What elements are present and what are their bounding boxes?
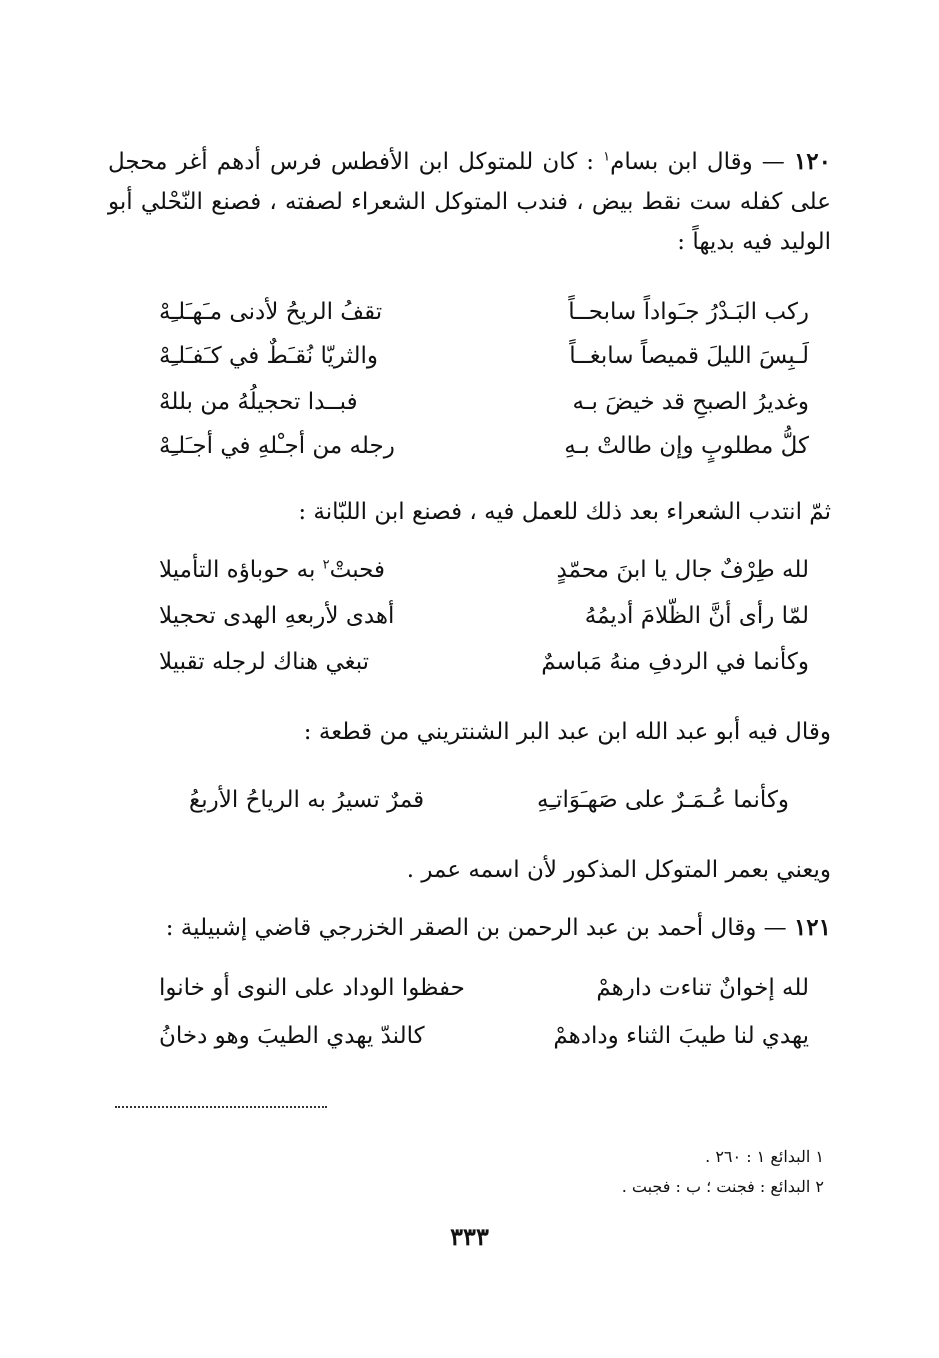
verse-line	[159, 966, 809, 1010]
verse-first-hemistich: لله إخوانٌ تناءت دارهمْ	[596, 975, 809, 1001]
verse-line	[159, 548, 809, 592]
paragraph-then: ثمّ انتدب الشعراء بعد ذلك للعمل فيه ، فصنع ابن اللبّانة :	[298, 499, 831, 525]
paragraph-means: ويعني بعمر المتوكل المذكور لأن اسمه عمر .	[406, 857, 831, 883]
verse-second-hemistich: حفظوا الوداد على النوى أو خانوا	[159, 975, 465, 1001]
paragraph-text: — وقال أحمد بن عبد الرحمن بن الصقر الخزرجي قاضي إشبيلية :	[165, 915, 794, 941]
verse-first-hemistich: ركب البَـدْرُ جـَواداً سابحــاً	[568, 299, 809, 325]
verse-second-hemistich: أهدى لأربعهِ الهدى تحجيلا	[159, 603, 395, 629]
verse-rest: به حوباؤه التأميلا	[159, 557, 323, 583]
verse-first-hemistich: وغديرُ الصبحِ قد خيضَ بـه	[572, 389, 809, 415]
footnote-1: ١ البدائع ١ : ٢٦٠ .	[705, 1147, 824, 1166]
verse-line	[159, 640, 809, 684]
verse-line	[159, 334, 809, 378]
paragraph-text: : كان للمتوكل ابن الأفطس فرس أدهم أغر محجل على كفله ست نقط بيض ، فندب المتوكل الشعراء لصفته ، فصنع النّحْلي أبو الوليد فيه بديهاً :	[108, 149, 831, 255]
verse-second-hemistich: فبــدا تحجيلُهُ من بللهْ	[159, 389, 358, 415]
verse-second-hemistich: كالندّ يهدي الطيبَ وهو دخانُ	[159, 1023, 425, 1049]
paragraph-121	[108, 908, 831, 948]
verse-line	[189, 778, 789, 822]
entry-number: ١٢١	[793, 914, 831, 941]
verse-line	[159, 424, 809, 468]
footnote-divider	[115, 1106, 327, 1108]
verse-first-hemistich: وكأنما في الردفِ منهُ مَباسمٌ	[541, 649, 809, 675]
verse-second-hemistich: تبغي هناك لرجله تقبيلا	[159, 649, 370, 675]
verse-first-hemistich: لَـبِسَ الليلَ قميصاً سابغــاً	[569, 343, 809, 369]
verse-line	[159, 290, 809, 334]
verse-first-hemistich: وكأنما عُـمَـرٌ على صَهـَوَاتـِهِ	[536, 787, 789, 813]
page-number: ٣٣٣	[450, 1222, 489, 1251]
paragraph-said: وقال فيه أبو عبد الله ابن عبد البر الشنتريني من قطعة :	[303, 719, 831, 745]
verse-line	[159, 594, 809, 638]
verse-line	[159, 1014, 809, 1058]
verse-word: فحبتْ	[329, 557, 386, 583]
paragraph-intro: — وقال ابن بسام	[610, 149, 794, 175]
verse-second-hemistich: رجله من أجـْلهِ في أجـَلـِهْ	[159, 433, 395, 459]
verse-first-hemistich: يهدي لنا طيبَ الثناء ودادهمْ	[553, 1023, 809, 1049]
verse-first-hemistich: لله طِرْفٌ جال يا ابنَ محمّدٍ	[556, 557, 809, 583]
footnote-marker: ١	[603, 149, 611, 165]
paragraph-120	[108, 142, 831, 262]
verse-first-hemistich: كلُّ مطلوبٍ وإن طالتْ بـهِ	[564, 433, 809, 459]
verse-line	[159, 380, 809, 424]
verse-second-hemistich: تقفُ الريحُ لأدنى مـَهـَلـِهْ	[159, 299, 383, 325]
verse-first-hemistich: لمّا رأى أنَّ الظّلامَ أديمُهُ	[584, 603, 809, 629]
footnote-marker: ٢	[322, 557, 330, 573]
verse-second-hemistich: قمرٌ تسيرُ به الرياحُ الأربعُ	[189, 787, 425, 813]
entry-number: ١٢٠	[793, 148, 831, 175]
verse-second-hemistich	[159, 548, 385, 592]
footnote-2: ٢ البدائع : فجنت ؛ ب : فجبت .	[621, 1177, 824, 1196]
verse-second-hemistich: والثريّا نُقـَطٌ في كـَفـَلـِهْ	[159, 343, 378, 369]
